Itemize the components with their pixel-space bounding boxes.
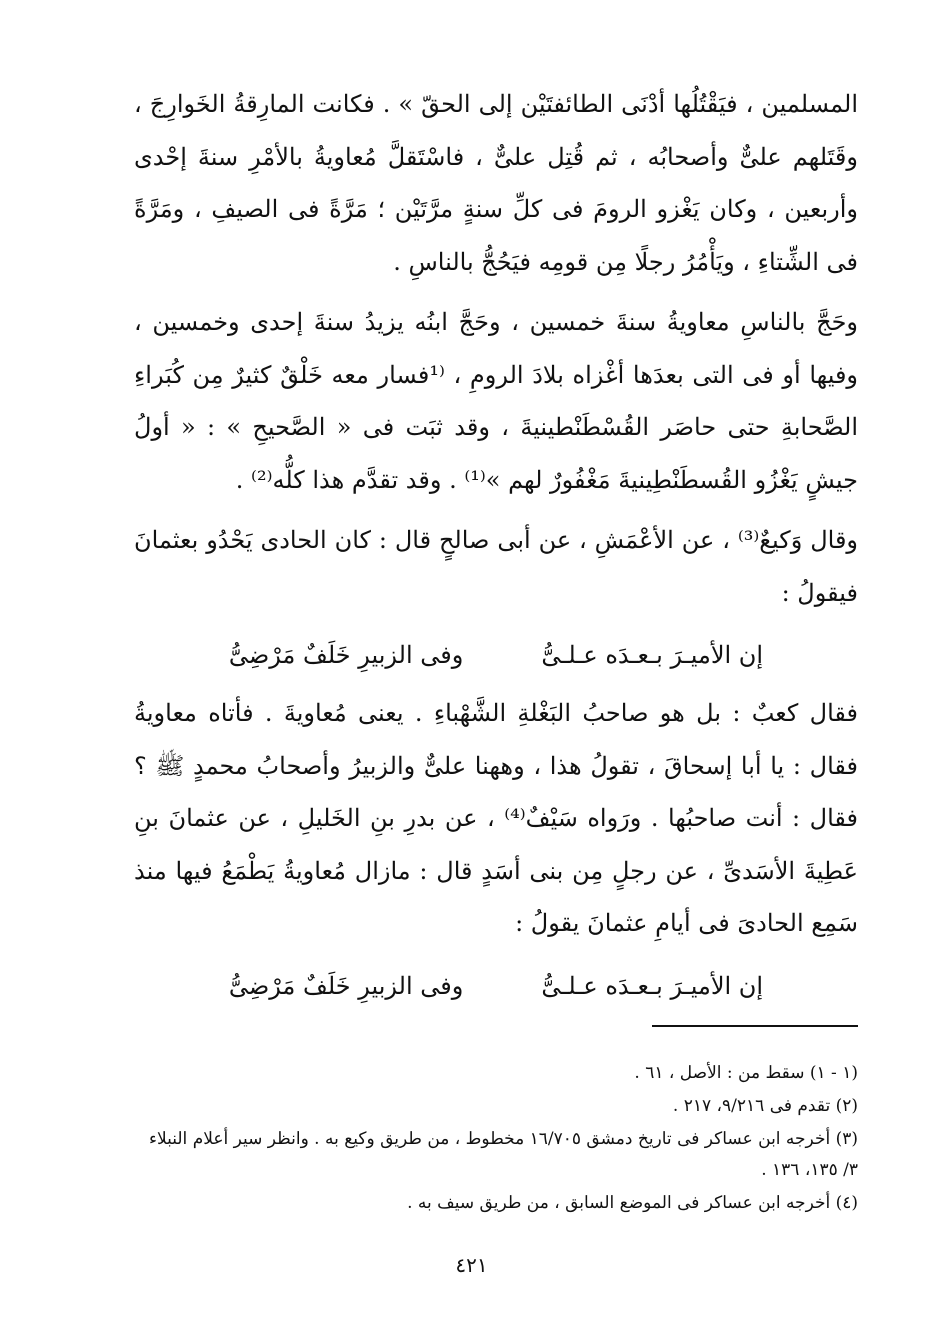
footnotes <box>134 1058 858 1219</box>
page-number: ٤٢١ <box>455 1253 488 1277</box>
verse-1 <box>134 627 858 683</box>
verse-2-first-hemistich: إن الأميـرَ بـعـدَه عـلـىُّ <box>541 971 764 1000</box>
verse-2 <box>134 958 858 1014</box>
verse-1-second-hemistich: وفى الزبيرِ خَلَفٌ مَرْضِىُّ <box>228 641 464 669</box>
footnote-2: (٢) تقدم فى ٩/٢١٦، ٢١٧ . <box>672 1096 858 1116</box>
paragraph-4: فقال كعبٌ : بل هو صاحبُ البَغْلةِ الشَّهْباءِ . يعنى مُعاويةَ . فأتاه معاويةُ فقال : يا أبا إسحاقَ ، تقولُ هذا ، وههنا علىٌّ والزبيرُ وأصحابُ محمدٍ ﷺ ؟ فقال : أنت صاحبُها . ورَواه سَيْفٌ⁽⁴⁾ ، عن بدرِ بنِ الخَليلِ ، عن عثمانَ بنِ عَطِيةَ الأسَدىِّ ، عن رجلٍ مِن بنى أسَدٍ قال : مازال مُعاويةُ يَطْمَعُ فيها منذ سَمِع الحادىَ فى أيامِ عثمانَ يقولُ : <box>134 699 859 937</box>
paragraph-1: المسلمين ، فيَقْتُلُها أدْنَى الطائفتَيْن إلى الحقّ » . فكانت المارِقةُ الخَوارِجَ ، وقَتَلهم علىٌّ وأصحابُه ، ثم قُتِل علىٌّ ، فاسْتَقلَّ مُعاويةُ بالأمْرِ سنةَ إحْدى وأربعين ، وكان يَغْزو الرومَ فى كلِّ سنةٍ مرَّتَيْن ؛ مَرَّةً فى الصيفِ ، ومَرَّةً فى الشِّتاءِ ، ويَأْمُرُ رجلًا مِن قومِه فيَحُجُّ بالناسِ . <box>134 90 858 276</box>
paragraph-3: وقال وَكيعٌ⁽³⁾ ، عن الأعْمَشِ ، عن أبى صالحٍ قال : كان الحادى يَحْدُو بعثمانَ فيقولُ : <box>134 526 859 607</box>
footnote-divider <box>652 1025 858 1027</box>
main-text <box>134 78 858 1018</box>
footnote-1: (١ - ١) سقط من : الأصل ، ٦١ . <box>634 1063 858 1083</box>
verse-2-second-hemistich: وفى الزبيرِ خَلَفٌ مَرْضِىُّ <box>228 971 464 1000</box>
footnote-3: (٣) أخرجه ابن عساكر فى تاريخ دمشق ١٦/٧٠٥ مخطوط ، من طريق وكيع به . وانظر سير أعلام النبلاء ٣/ ١٣٥، ١٣٦ . <box>148 1129 858 1180</box>
paragraph-2: وحَجَّ بالناسِ معاويةُ سنةَ خمسين ، وحَجَّ ابنُه يزيدُ سنةَ إحدى وخمسين ، وفيها أو فى التى بعدَها أغْزاه بلادَ الرومِ ، ⁽¹فسار معه خَلْقٌ كثيرٌ مِن كُبَراءِ الصَّحابةِ حتى حاصَر القُسْطَنْطينيةَ ، وقد ثبَت فى « الصَّحيحِ » : « أولُ جيشٍ يَغْزُو القُسطَنْطِينيةَ مَغْفُورٌ لهم »⁽¹⁾ . وقد تقدَّم هذا كلُّه⁽²⁾ . <box>134 308 859 494</box>
verse-1-first-hemistich: إن الأميـرَ بـعـدَه عـلـىُّ <box>541 641 764 669</box>
footnote-4: (٤) أخرجه ابن عساكر فى الموضع السابق ، من طريق سيف به . <box>407 1193 858 1213</box>
